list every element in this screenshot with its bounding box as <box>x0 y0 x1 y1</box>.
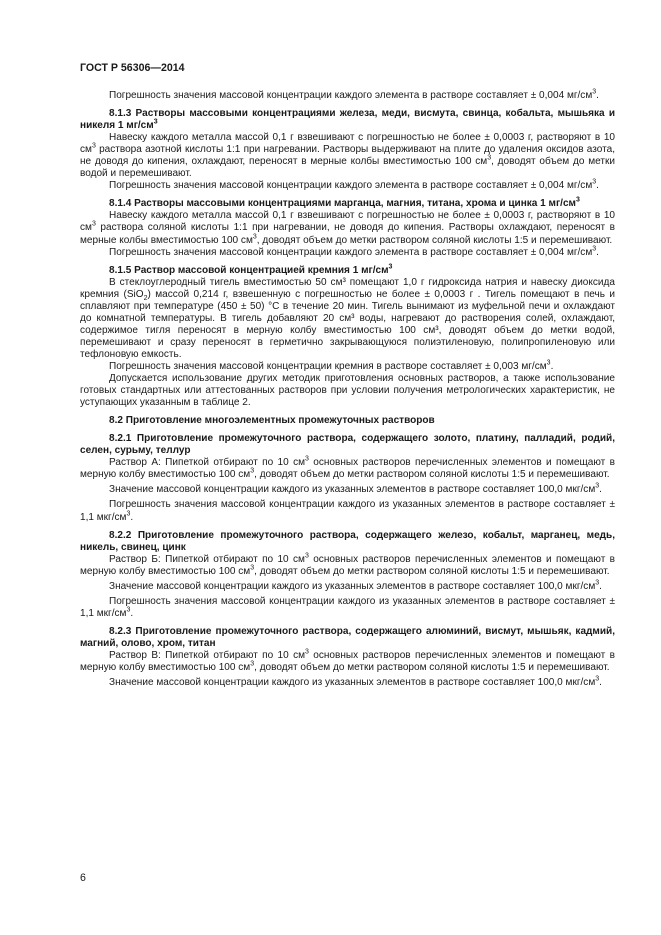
paragraph: Раствор А: Пипеткой отбирают по 10 $см^3$ основных растворов перечисленных элементов и помещают в мерную колбу вместимостью 100 $см^3$, доводят объем до метки раствором соляной кислоты 1:5 и перемешивают. <box>80 455 615 481</box>
section-heading: 8.1.3 Растворы массовыми концентрациями железа, меди, висмута, свинца, кобальта, мышьяка и никеля 1 $мг/см^3$ <box>80 108 615 132</box>
document-code: ГОСТ Р 56306—2014 <box>80 62 185 74</box>
section-heading: 8.2 Приготовление многоэлементных промежуточных растворов <box>109 415 435 427</box>
paragraph: Погрешность значения массовой концентрации каждого из указанных элементов в растворе составляет ± 1,1 мкг/$см^3$. <box>80 499 615 523</box>
paragraph: Раствор Б: Пипеткой отбирают по 10 $см^3$ основных растворов перечисленных элементов и помещают в мерную колбу вместимостью 100 $см^3$, доводят объем до метки раствором соляной кислоты 1:5 и перемешивают. <box>80 552 615 577</box>
section-heading: 8.1.4 Растворы массовыми концентрациями марганца, магния, титана, хрома и цинка 1 $мг/см^3$ <box>109 197 580 210</box>
section-heading: 8.2.3 Приготовление промежуточного раствора, содержащего алюминий, висмут, мышьяк, кадмий, магний, олово, хром, титан <box>80 625 615 649</box>
paragraph: Допускается использование других методик приготовления основных растворов, а также использование готовых стандартных или аттестованных растворов при условии получения метрологических характеристик, не уступающих указанным в таблице 2. <box>80 373 615 409</box>
paragraph: Навеску каждого металла массой 0,1 г взвешивают с погрешностью не более ± 0,0003 г, растворяют в 10 $см^3$ раствора соляной кислоты 1:1 при нагревании, не доводя до кипения. Растворы охлаждают, переносят в мерные колбы вместимостью 100 $см^3$, доводят объем до метки раствором соляной кислоты 1:5 и перемешивают. <box>80 210 615 246</box>
paragraph: Значение массовой концентрации каждого из указанных элементов в растворе составляет 100,0 мкг/$см^3$. <box>109 483 602 496</box>
page-number: 6 <box>80 872 86 884</box>
paragraph: Погрешность значения массовой концентрации кремния в растворе составляет ± 0,003 $мг/см^3$. <box>109 359 554 372</box>
paragraph: Погрешность значения массовой концентрации каждого элемента в растворе составляет ± 0,004 $мг/см^3$. <box>109 88 599 101</box>
paragraph: В стеклоуглеродный тигель вместимостью 50 см³ помещают 1,0 г гидроксида натрия и навеску диоксида кремния (SiO$_2$) массой 0,214 г, взвешенную с погрешностью не более ± 0,0003 г . Тигель помещают в печь и сплавляют при температуре (450 ± 50) °С в течение 20 мин. Тигель вынимают из муфельной печи и охлаждают до комнатной температуры. В тигель добавляют 20 см³ воды, нагревают до растворения солей, охлаждают, содержимое тигля переносят в мерную колбу вместимостью 100 см³, доводят объем до метки водой, перемешивают и сразу переносят в герметично закрывающуюся полиэтиленовую, полипропиленовую или тефлоновую емкость. <box>80 276 616 360</box>
paragraph: Погрешность значения массовой концентрации каждого элемента в растворе составляет ± 0,004 $мг/см^3$. <box>109 178 599 192</box>
paragraph: Навеску каждого металла массой 0,1 г взвешивают с погрешностью не более ± 0,0003 г, растворяют в 10 $см^3$ раствора азотной кислоты 1:1 при нагревании. Растворы выдерживают на плите до удаления оксидов азота, не доводя до кипения, охлаждают, переносят в мерные колбы вместимостью 100 $см^3$, доводят объем до метки водой и перемешивают. <box>80 132 615 180</box>
paragraph: Значение массовой концентрации каждого из указанных элементов в растворе составляет 100,0 мкг/$см^3$. <box>109 675 602 689</box>
document-body <box>80 90 615 689</box>
paragraph: Погрешность значения массовой концентрации каждого элемента в растворе составляет ± 0,004 $мг/см^3$. <box>109 245 599 258</box>
paragraph: Значение массовой концентрации каждого из указанных элементов в растворе составляет 100,0 мкг/$см^3$. <box>109 579 602 592</box>
section-heading: 8.2.2 Приготовление промежуточного раствора, содержащего железо, кобальт, марганец, медь, никель, свинец, цинк <box>80 529 615 553</box>
section-heading: 8.2.1 Приготовление промежуточного раствора, содержащего золото, платину, палладий, родий, селен, сурьму, теллур <box>80 433 615 457</box>
section-heading: 8.1.5 Раствор массовой концентрацией кремния 1 $мг/см^3$ <box>109 263 393 276</box>
paragraph: Погрешность значения массовой концентрации каждого из указанных элементов в растворе составляет ± 1,1 мкг/$см^3$. <box>80 595 615 619</box>
paragraph: Раствор В: Пипеткой отбирают по 10 $см^3$ основных растворов перечисленных элементов и помещают в мерную колбу вместимостью 100 $см^3$, доводят объем до метки раствором соляной кислоты 1:5 и перемешивают. <box>80 648 615 674</box>
